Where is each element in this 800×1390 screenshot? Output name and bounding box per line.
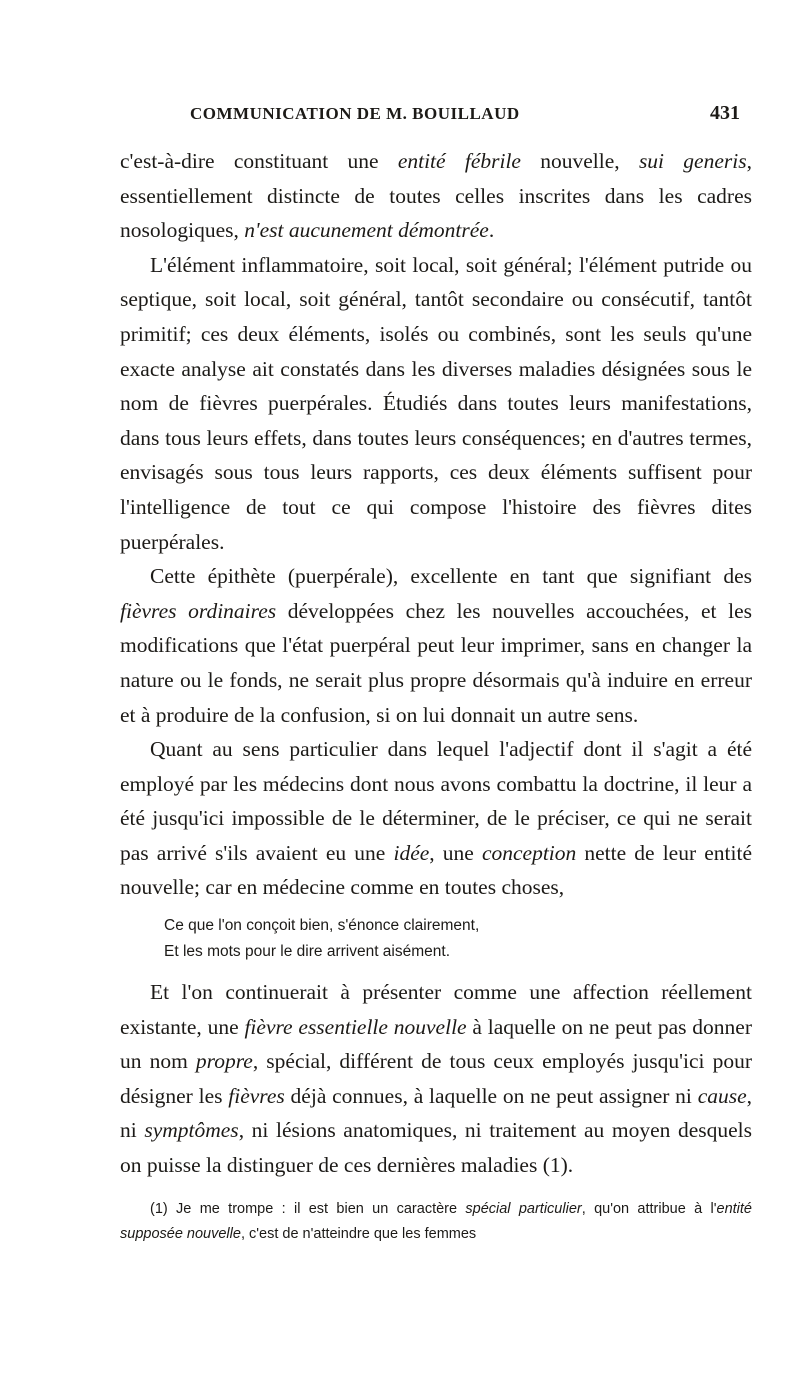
- page-header: [120, 104, 752, 144]
- footnote: (1) Je me trompe : il est bien un caractère spécial particulier, qu'on attribue à l'entité supposée nouvelle, c'est de n'atteindre que les femmes: [120, 1200, 752, 1242]
- body-text: [120, 144, 752, 1183]
- page-number: 431: [710, 102, 740, 124]
- page: [120, 0, 752, 1247]
- verse-line: Ce que l'on conçoit bien, s'énonce clairement,: [164, 917, 480, 935]
- running-title: COMMUNICATION DE M. BOUILLAUD: [190, 104, 520, 123]
- verse-line: Et les mots pour le dire arrivent aisément.: [164, 943, 451, 961]
- paragraph-4: Quant au sens particulier dans lequel l'adjectif dont il s'agit a été employé par les médecins dont nous avons combattu la doctrine, il leur a été jusqu'ici impossible de le déterminer, de le préciser, ce qui ne serait pas arrivé s'ils avaient eu une idée, une conception nette de leur entité nouvelle; car en médecine comme en toutes choses,: [120, 737, 752, 900]
- paragraph-5: Et l'on continuerait à présenter comme une affection réellement existante, une fièvre essentielle nouvelle à laquelle on ne peut pas donner un nom propre, spécial, différent de tous ceux employés jusqu'ici pour désigner les fièvres déjà connues, à laquelle on ne peut assigner ni cause, ni symptômes, ni lésions anatomiques, ni traitement au moyen desquels on puisse la distinguer de ces dernières maladies (1).: [120, 980, 753, 1178]
- paragraph-1: c'est-à-dire constituant une entité fébrile nouvelle, sui generis, essentiellement distincte de toutes celles inscrites dans les cadres nosologiques, n'est aucunement démontrée.: [120, 149, 752, 243]
- verse-quotation: [164, 913, 752, 965]
- paragraph-2: L'élément inflammatoire, soit local, soit général; l'élément putride ou septique, soit local, soit général, tantôt secondaire ou consécutif, tantôt primitif; ces deux éléments, isolés ou combinés, sont les seuls qu'une exacte analyse ait constatés dans les diverses maladies désignées sous le nom de fièvres puerpérales. Étudiés dans toutes leurs manifestations, dans tous leurs effets, dans toutes leurs conséquences; en d'autres termes, envisagés sous tous leurs rapports, ces deux éléments suffisent pour l'intelligence de tout ce qui compose l'histoire des fièvres dites puerpérales.: [120, 252, 752, 554]
- paragraph-3: Cette épithète (puerpérale), excellente en tant que signifiant des fièvres ordinaires développées chez les nouvelles accouchées, et les modifications que l'état puerpéral peut leur imprimer, sans en changer la nature ou le fonds, ne serait plus propre désormais qu'à induire en erreur et à produire de la confusion, si on lui donnait un autre sens.: [120, 564, 752, 727]
